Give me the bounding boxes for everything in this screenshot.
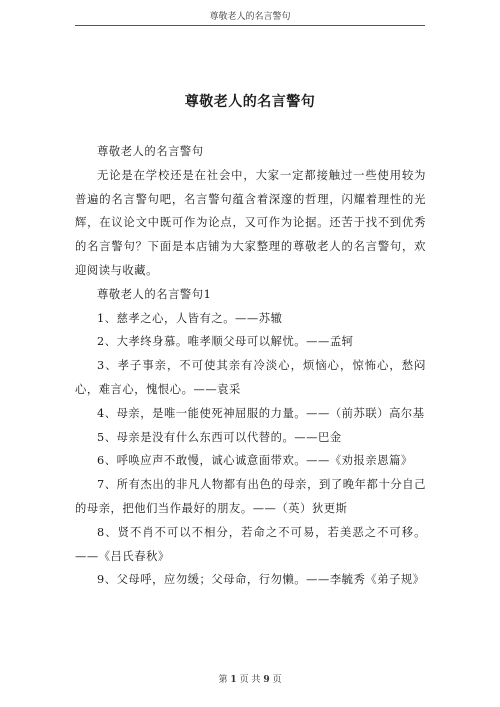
- quote-item-5: 5、母亲是没有什么东西可以代替的。——巴金: [97, 430, 342, 444]
- quote-item-3: 3、孝子事亲，不可使其亲有冷淡心，烦恼心，惊怖心，愁闷心，难言心，愧恨心。——袁采: [75, 359, 426, 396]
- quote-item-8: 8、贤不肖不可以不相分，若命之不可易，若美恶之不可移。——《吕氏春秋》: [75, 525, 426, 563]
- document-title: 尊敬老人的名言警句: [184, 94, 316, 110]
- quote-item-1: 1、慈孝之心，人皆有之。——苏辙: [97, 311, 283, 325]
- page-header: 尊敬老人的名言警句: [209, 12, 291, 22]
- quote-item-9: 9、父母呼，应勿缓；父母命，行勿懒。——李毓秀《弟子规》: [97, 573, 425, 587]
- intro-paragraph: 无论是在学校还是在社会中，大家一定都接触过一些使用较为普遍的名言警句吧，名言警句蕴含着深邃的哲理，闪耀着理性的光辉，在议论文中既可作为论点，又可作为论据。还苦于找不到优秀的名言警句？下面是本店铺为大家整理的尊敬老人的名言警句，欢迎阅读与收藏。: [75, 168, 426, 277]
- section-heading: 尊敬老人的名言警句1: [97, 287, 212, 301]
- footer-suffix: 页: [272, 675, 282, 685]
- quote-item-2: 2、大孝终身慕。唯孝顺父母可以解忧。——孟轲: [97, 335, 354, 349]
- current-page-number: 1: [230, 675, 237, 685]
- total-page-count: 9: [263, 675, 270, 685]
- document-body: [75, 140, 426, 592]
- subtitle-paragraph: 尊敬老人的名言警句: [97, 145, 204, 158]
- footer-middle: 页 共: [239, 675, 261, 685]
- page-footer: [0, 672, 500, 685]
- quote-item-7: 7、所有杰出的非凡人物都有出色的母亲，到了晚年都十分自己的母亲，把他们当作最好的朋友。——（英）狄更斯: [75, 478, 426, 515]
- quote-item-6: 6、呼唤应声不敢慢，诚心诚意面带欢。——《劝报亲恩篇》: [97, 454, 413, 468]
- header-divider: [75, 25, 425, 26]
- footer-prefix: 第: [218, 675, 228, 685]
- quote-item-4: 4、母亲，是唯一能使死神屈服的力量。——（前苏联）高尔基: [97, 406, 425, 420]
